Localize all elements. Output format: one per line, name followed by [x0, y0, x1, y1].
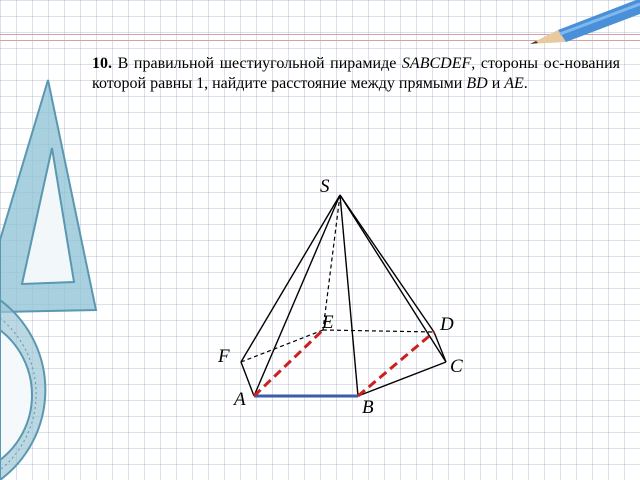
vertex-label-b: B: [362, 397, 374, 418]
edge-fe: [241, 330, 323, 362]
problem-text-2: , стороны ос-нования которой равны 1, найдите расстояние между прямыми: [92, 55, 620, 92]
line-ae: AE: [504, 75, 524, 92]
visible-edges: [241, 195, 446, 396]
edge-bc: [358, 362, 446, 396]
vertex-label-f: F: [218, 346, 230, 367]
edge-sb: [340, 195, 358, 396]
vertex-label-a: A: [234, 389, 246, 410]
edge-sc: [340, 195, 446, 362]
vertex-label-c: C: [450, 356, 463, 377]
line-bd: BD: [466, 75, 488, 92]
problem-text-3: и: [487, 75, 505, 92]
problem-text-4: .: [523, 75, 528, 92]
hidden-edges: [241, 195, 434, 362]
problem-number: 10.: [92, 55, 112, 72]
vertex-label-d: D: [440, 314, 454, 335]
segment-bd: [358, 332, 434, 396]
segment-ae: [254, 330, 323, 396]
pyramid-name: SABCDEF: [401, 55, 472, 72]
edge-ed: [323, 330, 434, 332]
vertex-label-s: S: [320, 176, 330, 197]
edge-sd: [340, 195, 434, 332]
vertex-label-e: E: [322, 312, 334, 333]
problem-text-1: В правильной шестиугольной пирамиде: [112, 55, 402, 72]
edge-sf: [241, 195, 340, 362]
